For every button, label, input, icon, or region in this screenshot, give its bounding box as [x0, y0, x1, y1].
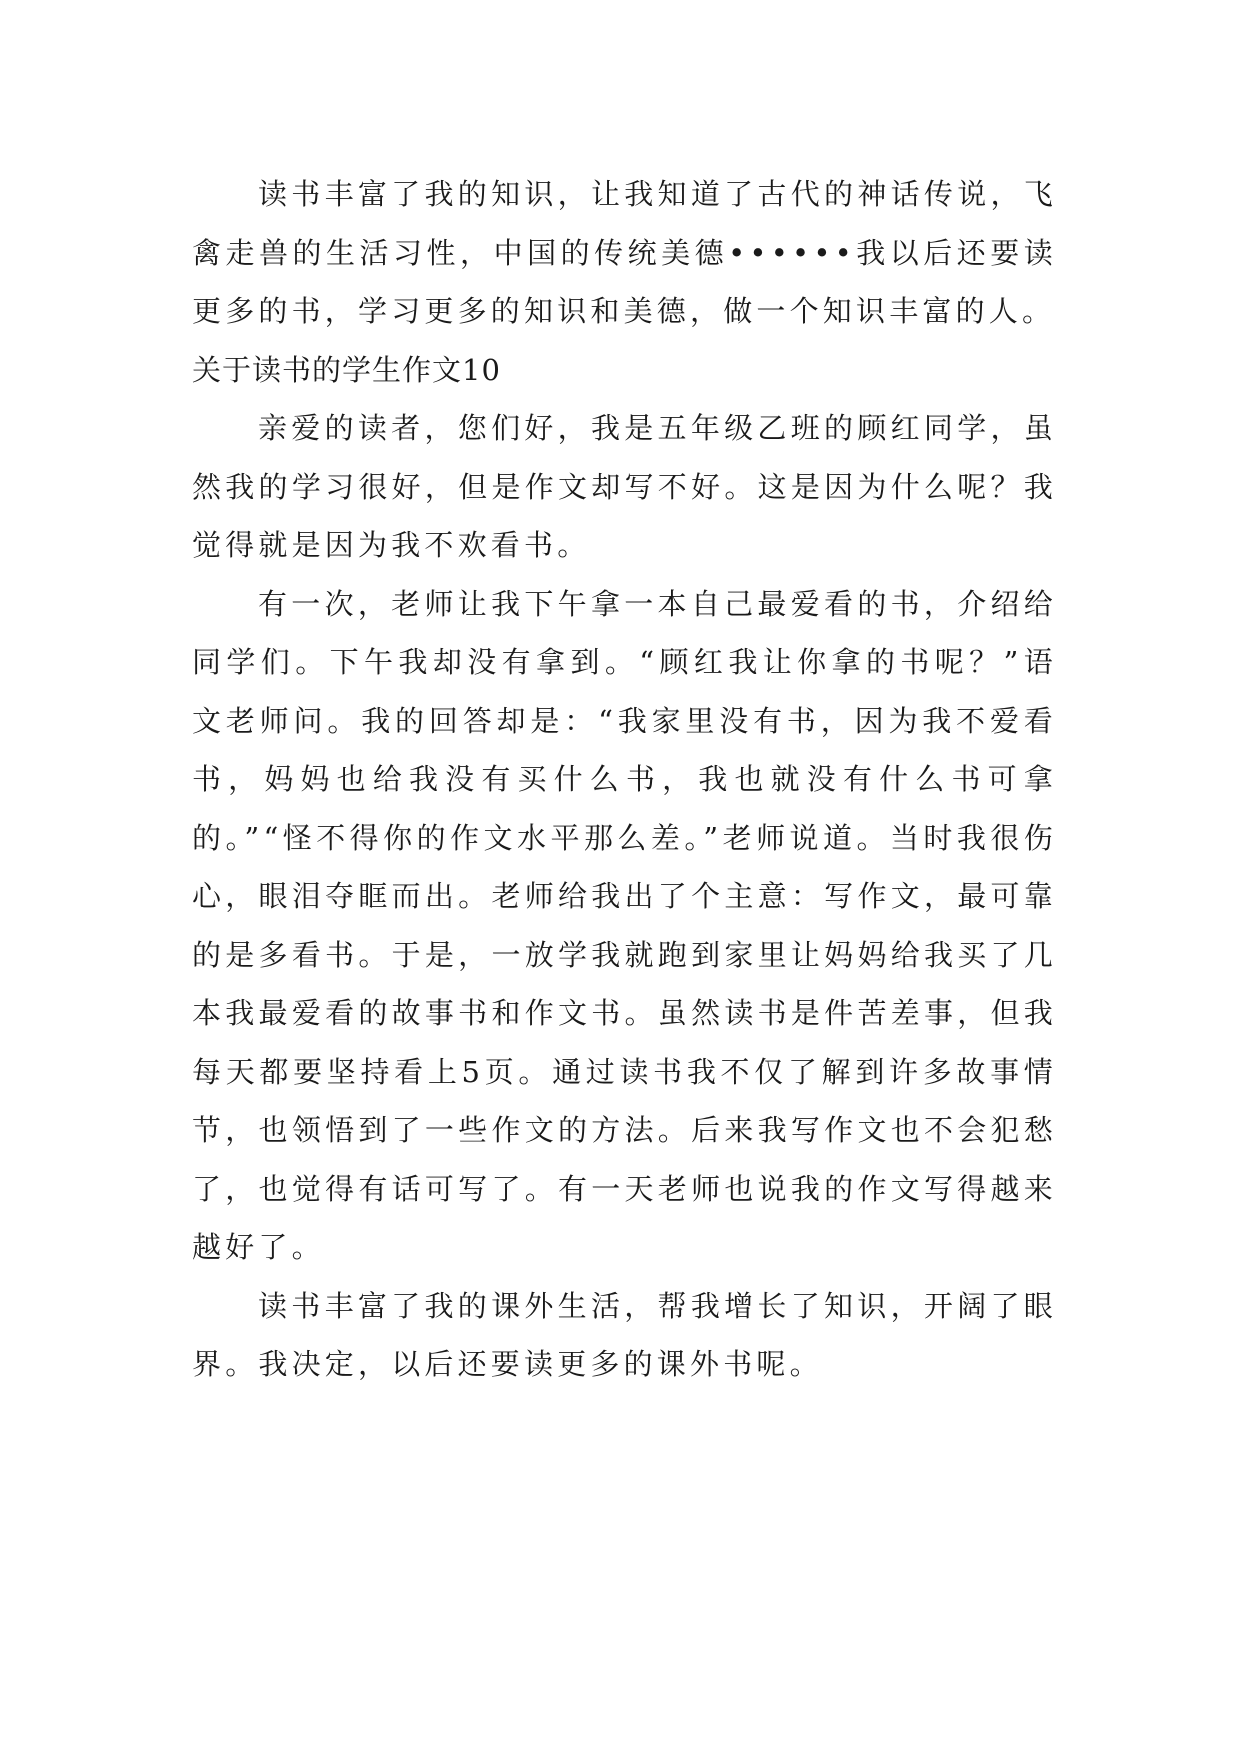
essay-title: 关于读书的学生作文10 — [192, 352, 501, 387]
document-body — [192, 165, 1057, 1394]
paragraph: 读书丰富了我的课外生活，帮我增长了知识，开阔了眼界。我决定，以后还要读更多的课外书呢。 — [192, 1288, 1057, 1381]
paragraph: 亲爱的读者，您们好，我是五年级乙班的顾红同学，虽然我的学习很好，但是作文却写不好。这是因为什么呢？我觉得就是因为我不欢看书。 — [192, 411, 1057, 562]
paragraph: 读书丰富了我的知识，让我知道了古代的神话传说，飞禽走兽的生活习性，中国的传统美德••••••我以后还要读更多的书，学习更多的知识和美德，做一个知识丰富的人。 — [192, 177, 1057, 328]
paragraph: 有一次，老师让我下午拿一本自己最爱看的书，介绍给同学们。下午我却没有拿到。“顾红我让你拿的书呢？”语文老师问。我的回答却是：“我家里没有书，因为我不爱看书，妈妈也给我没有买什么书，我也就没有什么书可拿的。”“怪不得你的作文水平那么差。”老师说道。当时我很伤心，眼泪夺眶而出。老师给我出了个主意：写作文，最可靠的是多看书。于是，一放学我就跑到家里让妈妈给我买了几本我最爱看的故事书和作文书。虽然读书是件苦差事，但我每天都要坚持看上5页。通过读书我不仅了解到许多故事情节，也领悟到了一些作文的方法。后来我写作文也不会犯愁了，也觉得有话可写了。有一天老师也说我的作文写得越来越好了。 — [192, 586, 1057, 1264]
